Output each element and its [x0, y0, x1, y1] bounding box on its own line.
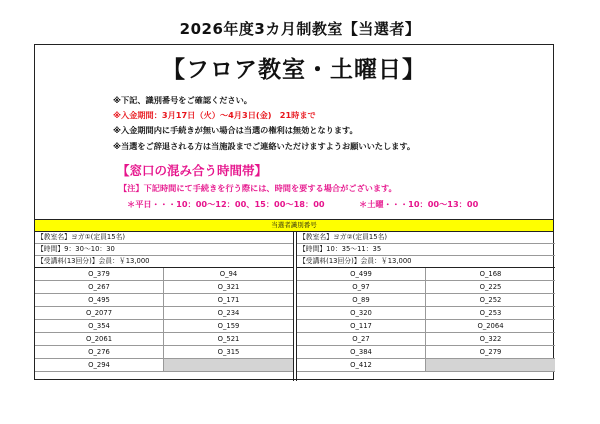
winner-id-cell: O_320 [297, 307, 426, 320]
winner-id-cell: O_384 [297, 346, 426, 359]
winner-id-cell: O_322 [426, 333, 555, 346]
winner-id-header: 当選者識別番号 [35, 219, 553, 232]
winner-id-cell: O_2064 [426, 320, 555, 333]
empty-cell [426, 359, 555, 372]
winner-id-cell: O_412 [297, 359, 426, 372]
winner-id-cell: O_2061 [35, 333, 164, 346]
winner-id-cell: O_97 [297, 281, 426, 294]
winner-id-cell: O_521 [164, 333, 293, 346]
winner-id-cell: O_225 [426, 281, 555, 294]
crowded-weekday: ＊平日・・・10：00～12：00、15：00～18：00 [127, 199, 325, 209]
note-invalid: ※入金期間内に手続きが無い場合は当選の権利は無効となります。 [113, 125, 358, 135]
winner-id-cell: O_89 [297, 294, 426, 307]
class-time: 【時間】9：30～10：30 [35, 244, 293, 256]
document-title: 2026年度3カ月制教室【当選者】 [179, 20, 421, 38]
winner-id-cell: O_267 [35, 281, 164, 294]
winner-id-cell: O_171 [164, 294, 293, 307]
note-payment-period: ※入金期間：3月17日（火）～4月3日(金) 21時まで [113, 110, 316, 120]
winner-id-cell: O_354 [35, 320, 164, 333]
crowded-saturday: ＊土曜・・・10：00～13：00 [359, 199, 479, 209]
note-decline: ※当選をご辞退される方は当施設までご連絡いただけますようお願いいたします。 [113, 141, 416, 151]
note-confirm: ※下記、識別番号をご確認ください。 [113, 95, 252, 105]
id-grid-yoga-1 [35, 267, 293, 372]
winner-id-cell: O_321 [164, 281, 293, 294]
winner-id-cell: O_117 [297, 320, 426, 333]
winner-id-cell: O_252 [426, 294, 555, 307]
class-fee: 【受講料(13回分)】会員：￥13,000 [37, 257, 150, 265]
winner-id-cell: O_2077 [35, 307, 164, 320]
class-panel-yoga-1 [35, 232, 293, 372]
crowded-times-title: 【窓口の混み合う時間帯】 [117, 163, 268, 178]
winner-id-cell: O_159 [164, 320, 293, 333]
winner-id-cell: O_168 [426, 268, 555, 281]
winner-id-cell: O_294 [35, 359, 164, 372]
winner-id-cell: O_315 [164, 346, 293, 359]
winner-id-cell: O_379 [35, 268, 164, 281]
class-name: 【教室名】ヨガ①(定員15名) [35, 232, 293, 244]
winner-id-cell: O_499 [297, 268, 426, 281]
empty-cell [164, 359, 293, 372]
winner-id-cell: O_253 [426, 307, 555, 320]
winner-id-cell: O_279 [426, 346, 555, 359]
class-name: 【教室名】ヨガ②(定員15名) [297, 232, 555, 244]
winner-id-cell: O_27 [297, 333, 426, 346]
winner-id-cell: O_234 [164, 307, 293, 320]
class-time: 【時間】10：35～11：35 [297, 244, 555, 256]
announcement-frame [34, 44, 554, 380]
id-grid-yoga-2 [297, 267, 555, 372]
class-fee: 【受講料(13回分)】会員：￥13,000 [299, 257, 412, 265]
winner-id-cell: O_495 [35, 294, 164, 307]
crowded-times-warning: 【注】下記時間にて手続きを行う際には、時間を要する場合がございます。 [119, 183, 397, 193]
class-panel-yoga-2 [297, 232, 555, 372]
winner-id-cell: O_276 [35, 346, 164, 359]
winner-id-cell: O_94 [164, 268, 293, 281]
section-heading: 【フロア教室・土曜日】 [162, 57, 426, 83]
